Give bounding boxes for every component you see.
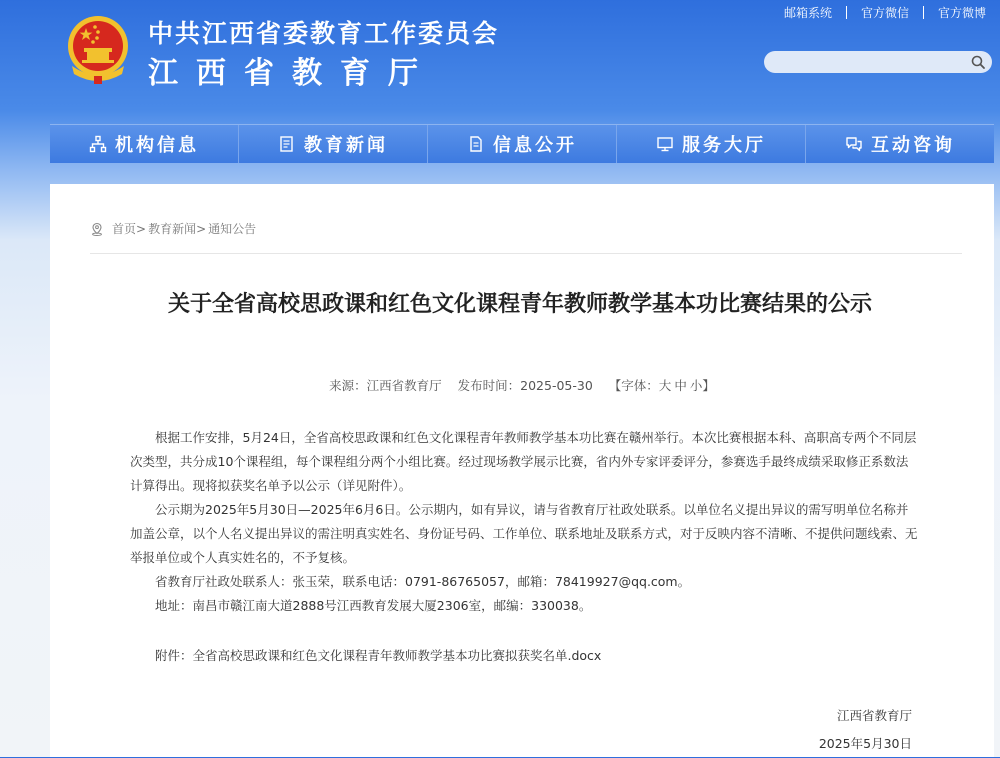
breadcrumb	[90, 220, 256, 237]
breadcrumb-notices[interactable]: 通知公告	[208, 222, 257, 236]
font-size-small[interactable]: 小	[689, 378, 703, 393]
article-title: 关于全省高校思政课和红色文化课程青年教师教学基本功比赛结果的公示	[167, 292, 872, 317]
location-icon	[90, 222, 104, 236]
nav-label: 教育新闻	[304, 135, 388, 156]
article-publish-time: 发布时间：2025-05-30	[457, 378, 593, 393]
article-paragraph: 省教育厅社政处联系人：张玉荣，联系电话：0791-86765057，邮箱：78419927@qq.com。	[155, 574, 691, 589]
search-icon[interactable]	[970, 54, 986, 70]
article-source: 来源：江西省教育厅	[329, 378, 442, 393]
font-size-large[interactable]: 大	[658, 378, 672, 393]
article-meta	[50, 376, 994, 394]
search-input[interactable]	[774, 53, 968, 73]
attachment-link[interactable]: 附件：全省高校思政课和红色文化课程青年教师教学基本功比赛拟获奖名单.docx	[155, 648, 602, 663]
nav-item-education-news[interactable]	[239, 125, 428, 163]
breadcrumb-separator: >	[196, 221, 207, 236]
article-paragraph: 公示期为2025年5月30日—2025年6月6日。公示期内，如有异议，请与省教育厅社政处联系。以单位名义提出异议的需写明单位名称并加盖公章，以个人名义提出异议的需注明真实姓名、身份证号码、工作单位、联系地址及联系方式，对于反映内容不清晰、不提供问题线索、无举报单位或个人真实姓名的，不予复核。	[130, 502, 918, 565]
breadcrumb-divider	[90, 253, 962, 254]
nav-item-institution-info[interactable]	[50, 125, 239, 163]
breadcrumb-separator: >	[136, 221, 147, 236]
monitor-icon	[656, 135, 674, 153]
nav-item-service-hall[interactable]	[617, 125, 806, 163]
nav-label: 信息公开	[493, 135, 577, 156]
national-emblem-icon	[64, 14, 132, 86]
font-size-medium[interactable]: 中	[674, 378, 687, 393]
nav-item-information-disclosure[interactable]	[428, 125, 617, 163]
search-box	[764, 51, 992, 73]
breadcrumb-home[interactable]: 首页	[112, 222, 137, 236]
signature-org: 江西省教育厅	[836, 708, 912, 723]
font-size-close: 】	[702, 378, 715, 393]
nav-item-interactive-consultation[interactable]	[806, 125, 994, 163]
article-paragraph: 根据工作安排，5月24日，全省高校思政课和红色文化课程青年教师教学基本功比赛在赣州举行。本次比赛根据本科、高职高专两个不同层次类型，共分成10个课程组，每个课程组分两个小组比赛。经过现场教学展示比赛，省内外专家评委评分，参赛选手最终成绩采取修正系数法计算得出。现将拟获奖名单予以公示（详见附件）。	[130, 430, 917, 493]
font-size-control	[609, 378, 715, 393]
article-paragraph: 地址：南昌市赣江南大道2888号江西教育发展大厦2306室，邮编：330038。	[155, 598, 592, 613]
font-size-label: 【字体：	[608, 378, 659, 393]
official-weibo-link[interactable]: 官方微博	[937, 6, 986, 20]
mail-system-link[interactable]: 邮箱系统	[783, 6, 832, 20]
org-subtitle: 江西省教育厅	[148, 56, 436, 91]
nav-label: 服务大厅	[682, 135, 766, 156]
signature	[819, 702, 912, 758]
article-body	[130, 426, 920, 668]
document-icon	[278, 135, 296, 153]
article-panel	[50, 184, 994, 757]
breadcrumb-education-news[interactable]: 教育新闻	[148, 222, 197, 236]
org-title: 中共江西省委教育工作委员会	[148, 19, 500, 48]
main-nav	[50, 124, 994, 163]
org-chart-icon	[89, 135, 107, 153]
info-document-icon	[467, 135, 485, 153]
chat-icon	[845, 135, 863, 153]
signature-date: 2025年5月30日	[818, 736, 912, 751]
site-header	[0, 0, 1000, 120]
top-links	[770, 4, 1000, 21]
nav-label: 互动咨询	[871, 135, 955, 156]
nav-label: 机构信息	[115, 135, 199, 156]
official-wechat-link[interactable]: 官方微信	[860, 6, 909, 20]
